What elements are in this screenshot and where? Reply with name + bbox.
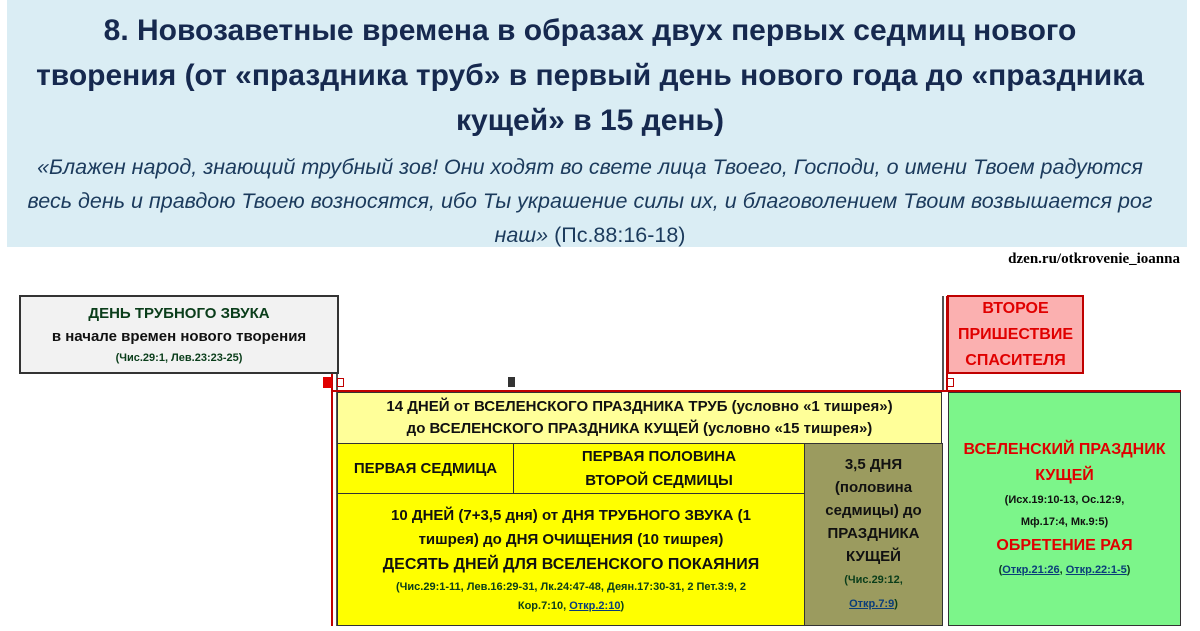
three-half-days-box: [804, 443, 943, 626]
marker-start: [323, 377, 332, 388]
three-half-line3: седмицы) до: [825, 502, 922, 519]
paradise-label: ОБРЕТЕНИЕ РАЯ: [996, 537, 1133, 554]
tabernacles-line1: ВСЕЛЕНСКИЙ ПРАЗДНИК: [963, 441, 1166, 458]
marker-middle: [508, 377, 515, 387]
ten-days-line1: 10 ДНЕЙ (7+3,5 дня) от ДНЯ ТРУБНОГО ЗВУКА (1: [391, 506, 751, 524]
ten-days-line3: ДЕСЯТЬ ДНЕЙ ДЛЯ ВСЕЛЕНСКОГО ПОКАЯНИЯ: [382, 555, 760, 573]
psalm-quote: [20, 150, 1160, 252]
fourteen-days-line1: 14 ДНЕЙ от ВСЕЛЕНСКОГО ПРАЗДНИКА ТРУБ (условно «1 тишрея»): [386, 398, 893, 415]
first-half-line2: ВТОРОЙ СЕДМИЦЫ: [585, 471, 733, 489]
first-half-second-week-box: [513, 443, 805, 494]
ten-days-box: [337, 493, 805, 626]
second-coming-line1: ВТОРОЕ: [982, 299, 1049, 317]
tabernacles-link1[interactable]: Откр.21:26: [1002, 564, 1060, 576]
first-week-box: [337, 443, 514, 494]
tabernacles-line2: КУЩЕЙ: [1035, 467, 1094, 484]
three-half-ref2: [849, 592, 898, 616]
refs3-prefix: (: [998, 564, 1003, 576]
source-url: dzen.ru/otkrovenie_ioanna: [1008, 251, 1180, 267]
second-coming-box: [947, 295, 1084, 374]
trumpet-day-refs: (Чис.29:1, Лев.23:23-25): [115, 351, 243, 364]
tabernacles-refs2: Мф.17:4, Мк.9:5): [1020, 516, 1109, 528]
tabernacles-link2[interactable]: Откр.22:1-5: [1065, 564, 1127, 576]
three-half-line5: КУЩЕЙ: [846, 548, 901, 565]
trumpet-day-subtitle: в начале времен нового творения: [51, 327, 307, 345]
trumpet-day-title: ДЕНЬ ТРУБНОГО ЗВУКА: [88, 304, 270, 322]
trumpet-day-box: [19, 295, 339, 374]
first-half-line1: ПЕРВАЯ ПОЛОВИНА: [581, 447, 737, 465]
fourteen-days-box: [337, 392, 942, 444]
three-half-link-rev[interactable]: Откр.7:9: [849, 598, 895, 610]
tabernacles-refs1: (Исх.19:10-13, Ос.12:9,: [1004, 494, 1125, 506]
marker-start-small: [337, 378, 344, 387]
tabernacles-box: [948, 392, 1181, 626]
refs3-suffix: ): [1126, 564, 1131, 576]
refs3-sep: ,: [1059, 564, 1066, 576]
tabernacles-refs3: [999, 559, 1131, 581]
ten-days-refs2: [518, 597, 624, 616]
fourteen-days-line2: до ВСЕЛЕНСКОГО ПРАЗДНИКА КУЩЕЙ (условно «15 тишрея»): [406, 420, 873, 437]
ten-days-refs2-suffix: ): [620, 599, 625, 612]
ten-days-link-rev[interactable]: Откр.2:10: [569, 599, 621, 612]
three-half-ref1: (Чис.29:12,: [844, 574, 903, 586]
ten-days-refs2-prefix: Кор.7:10,: [517, 599, 570, 612]
page-title: 8. Новозаветные времена в образах двух первых седмиц нового творения (от «праздника труб» в первый день нового года до «праздника кущей» в 15 день): [36, 14, 1144, 137]
three-half-line1: 3,5 ДНЯ: [844, 456, 903, 473]
second-coming-line2: ПРИШЕСТВИЕ: [957, 325, 1074, 343]
three-half-ref2-suffix: ): [894, 598, 898, 610]
quote-text: «Блажен народ, знающий трубный зов! Они ходят во свете лица Твоего, Господи, о имени Твоем радуются весь день и правдою Твоею возносятся, ибо Ты украшение силы их, и благоволением Твоим возвышается рог наш»: [27, 155, 1153, 247]
three-half-line2: (половина: [834, 479, 913, 496]
quote-reference: (Пс.88:16-18): [554, 223, 686, 247]
second-coming-line3: СПАСИТЕЛЯ: [965, 351, 1066, 369]
ten-days-line2: тишрея) до ДНЯ ОЧИЩЕНИЯ (10 тишрея): [418, 530, 724, 548]
three-half-line4: ПРАЗДНИКА: [827, 525, 920, 542]
marker-end: [947, 378, 954, 387]
timeline-line-right: [942, 296, 944, 392]
first-week-label: ПЕРВАЯ СЕДМИЦА: [353, 460, 498, 477]
ten-days-refs1: (Чис.29:1-11, Лев.16:29-31, Лк.24:47-48, Деян.17:30-31, 2 Пет.3:9, 2: [396, 580, 746, 593]
